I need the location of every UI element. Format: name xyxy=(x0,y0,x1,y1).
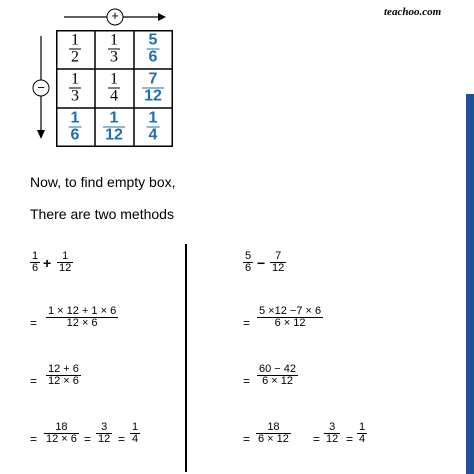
grid-cell-filled: 1 6 xyxy=(70,109,80,144)
equals-sign: = xyxy=(243,374,251,388)
equals-sign: = xyxy=(243,316,251,330)
equals-sign: = xyxy=(313,432,321,446)
fraction: 1 6 xyxy=(32,250,39,274)
watermark: teachoo.com xyxy=(384,6,442,18)
magic-square-grid xyxy=(56,30,173,147)
fraction: 60 − 42 6 × 12 xyxy=(259,363,297,387)
equals-sign: = xyxy=(30,374,38,388)
fraction: 1 12 xyxy=(59,250,72,274)
minus-symbol: − xyxy=(37,80,45,95)
right-edge-bar-top xyxy=(466,0,474,94)
fraction: 18 12 × 6 xyxy=(46,421,77,445)
equals-sign: = xyxy=(346,432,354,446)
fraction: 1 4 xyxy=(359,421,366,445)
grid-cell-filled: 1 12 xyxy=(105,109,123,144)
grid-cell: 1 2 xyxy=(71,31,79,66)
text-line-1: Now, to find empty box, xyxy=(30,174,176,190)
equals-sign: = xyxy=(30,316,38,330)
equals-sign: = xyxy=(84,432,92,446)
plus-symbol: + xyxy=(111,8,119,23)
fraction: 5 ×12 −7 × 6 6 × 12 xyxy=(259,305,322,329)
grid-cell: 1 3 xyxy=(110,31,118,66)
equals-sign: = xyxy=(243,432,251,446)
method-divider xyxy=(185,244,187,472)
fraction: 18 6 × 12 xyxy=(258,421,289,445)
fraction: 3 12 xyxy=(326,421,339,445)
grid-cell-filled: 1 4 xyxy=(148,109,158,144)
grid-cell: 1 4 xyxy=(110,70,118,105)
operator: − xyxy=(257,255,266,271)
fraction: 3 12 xyxy=(98,421,111,445)
equals-sign: = xyxy=(30,432,38,446)
operator: + xyxy=(43,255,52,271)
grid-cell-filled: 7 12 xyxy=(144,70,162,105)
fraction: 5 6 xyxy=(245,250,252,274)
fraction: 12 + 6 12 × 6 xyxy=(48,363,79,387)
fraction: 7 12 xyxy=(272,250,285,274)
text-line-2: There are two methods xyxy=(30,206,174,222)
grid-cell: 1 3 xyxy=(71,70,79,105)
fraction: 1 × 12 + 1 × 6 12 × 6 xyxy=(48,305,117,329)
fraction: 1 4 xyxy=(132,421,139,445)
equals-sign: = xyxy=(118,432,126,446)
grid-cell-filled: 5 6 xyxy=(148,31,158,66)
